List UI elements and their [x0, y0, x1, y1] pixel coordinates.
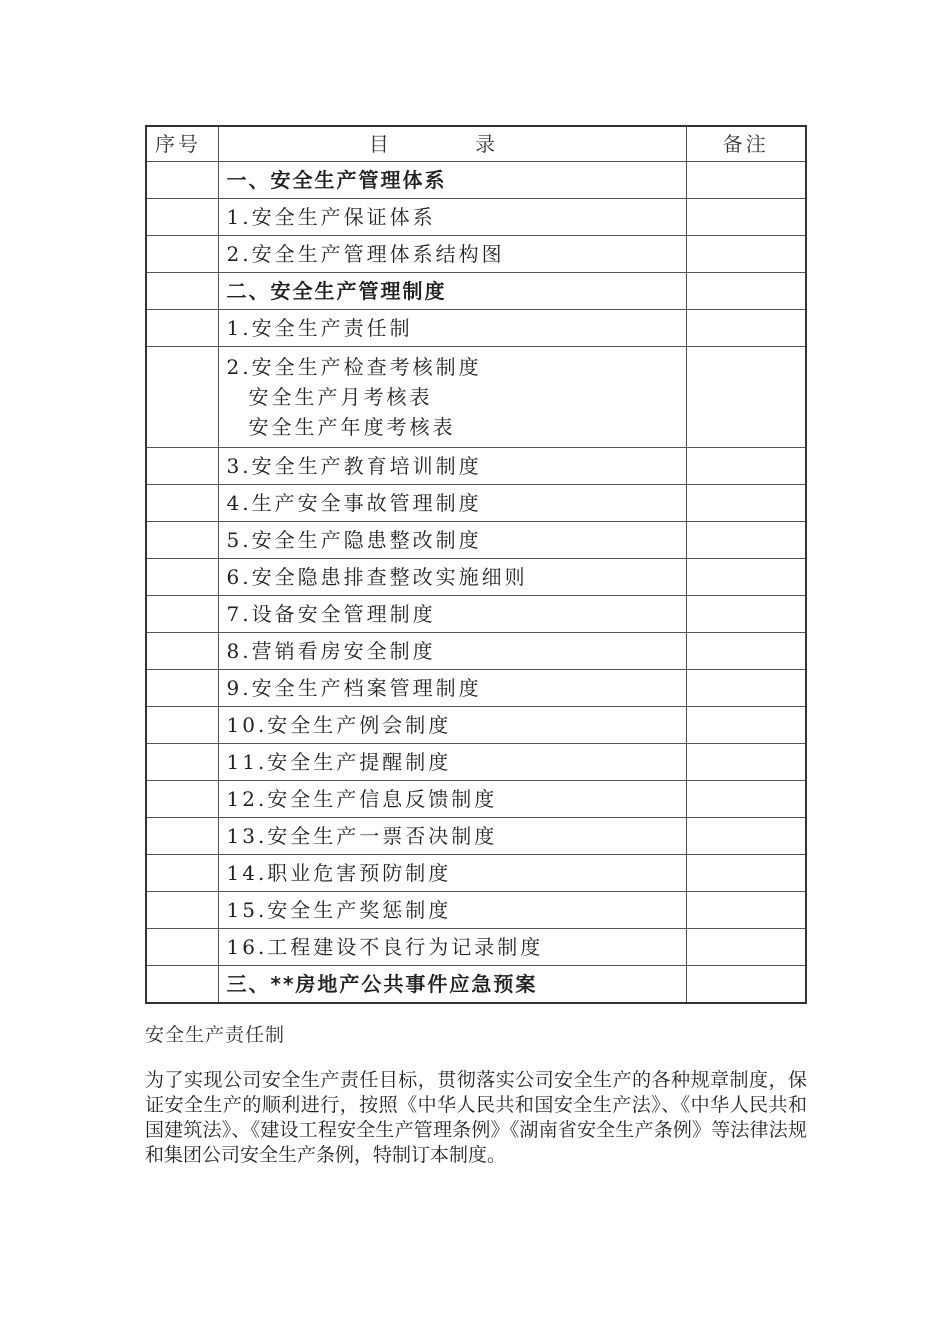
row-title — [218, 818, 686, 855]
row-title — [218, 596, 686, 633]
row-title-text: 9.安全生产档案管理制度 — [226, 676, 482, 700]
row-remark — [686, 596, 806, 633]
table-row — [146, 966, 806, 1004]
table-row — [146, 559, 806, 596]
row-remark — [686, 744, 806, 781]
row-remark — [686, 670, 806, 707]
row-title — [218, 559, 686, 596]
row-seq-no — [146, 781, 218, 818]
row-title-text: 3.安全生产教育培训制度 — [226, 454, 482, 478]
header-contents: 目 录 — [218, 126, 686, 162]
row-subtitle-text: 安全生产月考核表 — [248, 385, 433, 409]
row-remark — [686, 310, 806, 347]
row-remark — [686, 559, 806, 596]
row-title-text: 7.设备安全管理制度 — [226, 602, 436, 626]
row-seq-no — [146, 273, 218, 310]
row-title — [218, 966, 686, 1004]
row-title — [218, 236, 686, 273]
row-seq-no — [146, 818, 218, 855]
row-subtitle-text: 安全生产年度考核表 — [248, 415, 456, 439]
row-seq-no — [146, 162, 218, 199]
row-remark — [686, 707, 806, 744]
row-title-text: 11.安全生产提醒制度 — [226, 750, 452, 774]
table-row — [146, 929, 806, 966]
table-row — [146, 485, 806, 522]
table-body — [146, 162, 806, 1004]
row-seq-no — [146, 347, 218, 448]
header-remarks: 备注 — [686, 126, 806, 162]
table-row — [146, 855, 806, 892]
row-remark — [686, 818, 806, 855]
row-title — [218, 199, 686, 236]
row-remark — [686, 273, 806, 310]
row-seq-no — [146, 522, 218, 559]
row-title-text: 一、安全生产管理体系 — [226, 168, 447, 192]
row-seq-no — [146, 633, 218, 670]
row-title — [218, 892, 686, 929]
table-row — [146, 596, 806, 633]
row-remark — [686, 485, 806, 522]
row-seq-no — [146, 485, 218, 522]
table-row — [146, 522, 806, 559]
row-seq-no — [146, 448, 218, 485]
row-title-text: 6.安全隐患排查整改实施细则 — [226, 565, 528, 589]
row-remark — [686, 855, 806, 892]
row-title — [218, 347, 686, 448]
row-title-text: 12.安全生产信息反馈制度 — [226, 787, 498, 811]
table-row — [146, 633, 806, 670]
row-title — [218, 781, 686, 818]
row-title — [218, 310, 686, 347]
row-title-text: 三、**房地产公共事件应急预案 — [226, 972, 538, 996]
row-title-text: 2.安全生产管理体系结构图 — [226, 242, 505, 266]
table-row — [146, 310, 806, 347]
row-remark — [686, 236, 806, 273]
row-title-text: 1.安全生产责任制 — [226, 316, 413, 340]
row-seq-no — [146, 892, 218, 929]
section-heading: 安全生产责任制 — [145, 1024, 286, 1046]
row-seq-no — [146, 596, 218, 633]
row-remark — [686, 522, 806, 559]
table-row — [146, 781, 806, 818]
row-remark — [686, 929, 806, 966]
row-remark — [686, 199, 806, 236]
row-remark — [686, 966, 806, 1004]
row-title-text: 15.安全生产奖惩制度 — [226, 898, 452, 922]
row-title — [218, 744, 686, 781]
table-row — [146, 670, 806, 707]
table-row — [146, 892, 806, 929]
row-title-text: 二、安全生产管理制度 — [226, 279, 447, 303]
body-paragraph: 为了实现公司安全生产责任目标，贯彻落实公司安全生产的各种规章制度，保证安全生产的顺利进行，按照《中华人民共和国安全生产法》、《中华人民共和国建筑法》、《建设工程安全生产管理条例》《湖南省安全生产条例》等法律法规和集团公司安全生产条例，特制订本制度。 — [145, 1069, 807, 1166]
table-row — [146, 744, 806, 781]
row-title — [218, 855, 686, 892]
row-title — [218, 633, 686, 670]
row-remark — [686, 781, 806, 818]
row-seq-no — [146, 966, 218, 1004]
row-seq-no — [146, 310, 218, 347]
row-title-text: 10.安全生产例会制度 — [226, 713, 452, 737]
row-title — [218, 929, 686, 966]
row-seq-no — [146, 236, 218, 273]
row-remark — [686, 162, 806, 199]
table-row — [146, 273, 806, 310]
row-title — [218, 448, 686, 485]
row-title — [218, 485, 686, 522]
table-header-row — [146, 126, 806, 162]
row-title-text: 4.生产安全事故管理制度 — [226, 491, 482, 515]
table-row — [146, 199, 806, 236]
row-seq-no — [146, 707, 218, 744]
table-row — [146, 347, 806, 448]
row-remark — [686, 892, 806, 929]
row-title-text: 16.工程建设不良行为记录制度 — [226, 935, 544, 959]
row-title-text: 1.安全生产保证体系 — [226, 205, 436, 229]
row-seq-no — [146, 199, 218, 236]
table-row — [146, 162, 806, 199]
row-remark — [686, 347, 806, 448]
table-row — [146, 448, 806, 485]
row-seq-no — [146, 670, 218, 707]
row-title-text: 5.安全生产隐患整改制度 — [226, 528, 482, 552]
table-row — [146, 236, 806, 273]
row-title-text: 14.职业危害预防制度 — [226, 861, 452, 885]
toc-table — [145, 125, 807, 1004]
row-title-text: 8.营销看房安全制度 — [226, 639, 436, 663]
row-seq-no — [146, 744, 218, 781]
row-seq-no — [146, 559, 218, 596]
row-seq-no — [146, 929, 218, 966]
row-remark — [686, 448, 806, 485]
row-title — [218, 273, 686, 310]
table-row — [146, 707, 806, 744]
row-title — [218, 670, 686, 707]
row-title-text: 13.安全生产一票否决制度 — [226, 824, 498, 848]
row-title-text: 2.安全生产检查考核制度 — [226, 355, 482, 379]
row-remark — [686, 633, 806, 670]
row-seq-no — [146, 855, 218, 892]
row-title — [218, 707, 686, 744]
header-seq-no: 序号 — [146, 126, 218, 162]
table-row — [146, 818, 806, 855]
row-title — [218, 522, 686, 559]
row-title — [218, 162, 686, 199]
